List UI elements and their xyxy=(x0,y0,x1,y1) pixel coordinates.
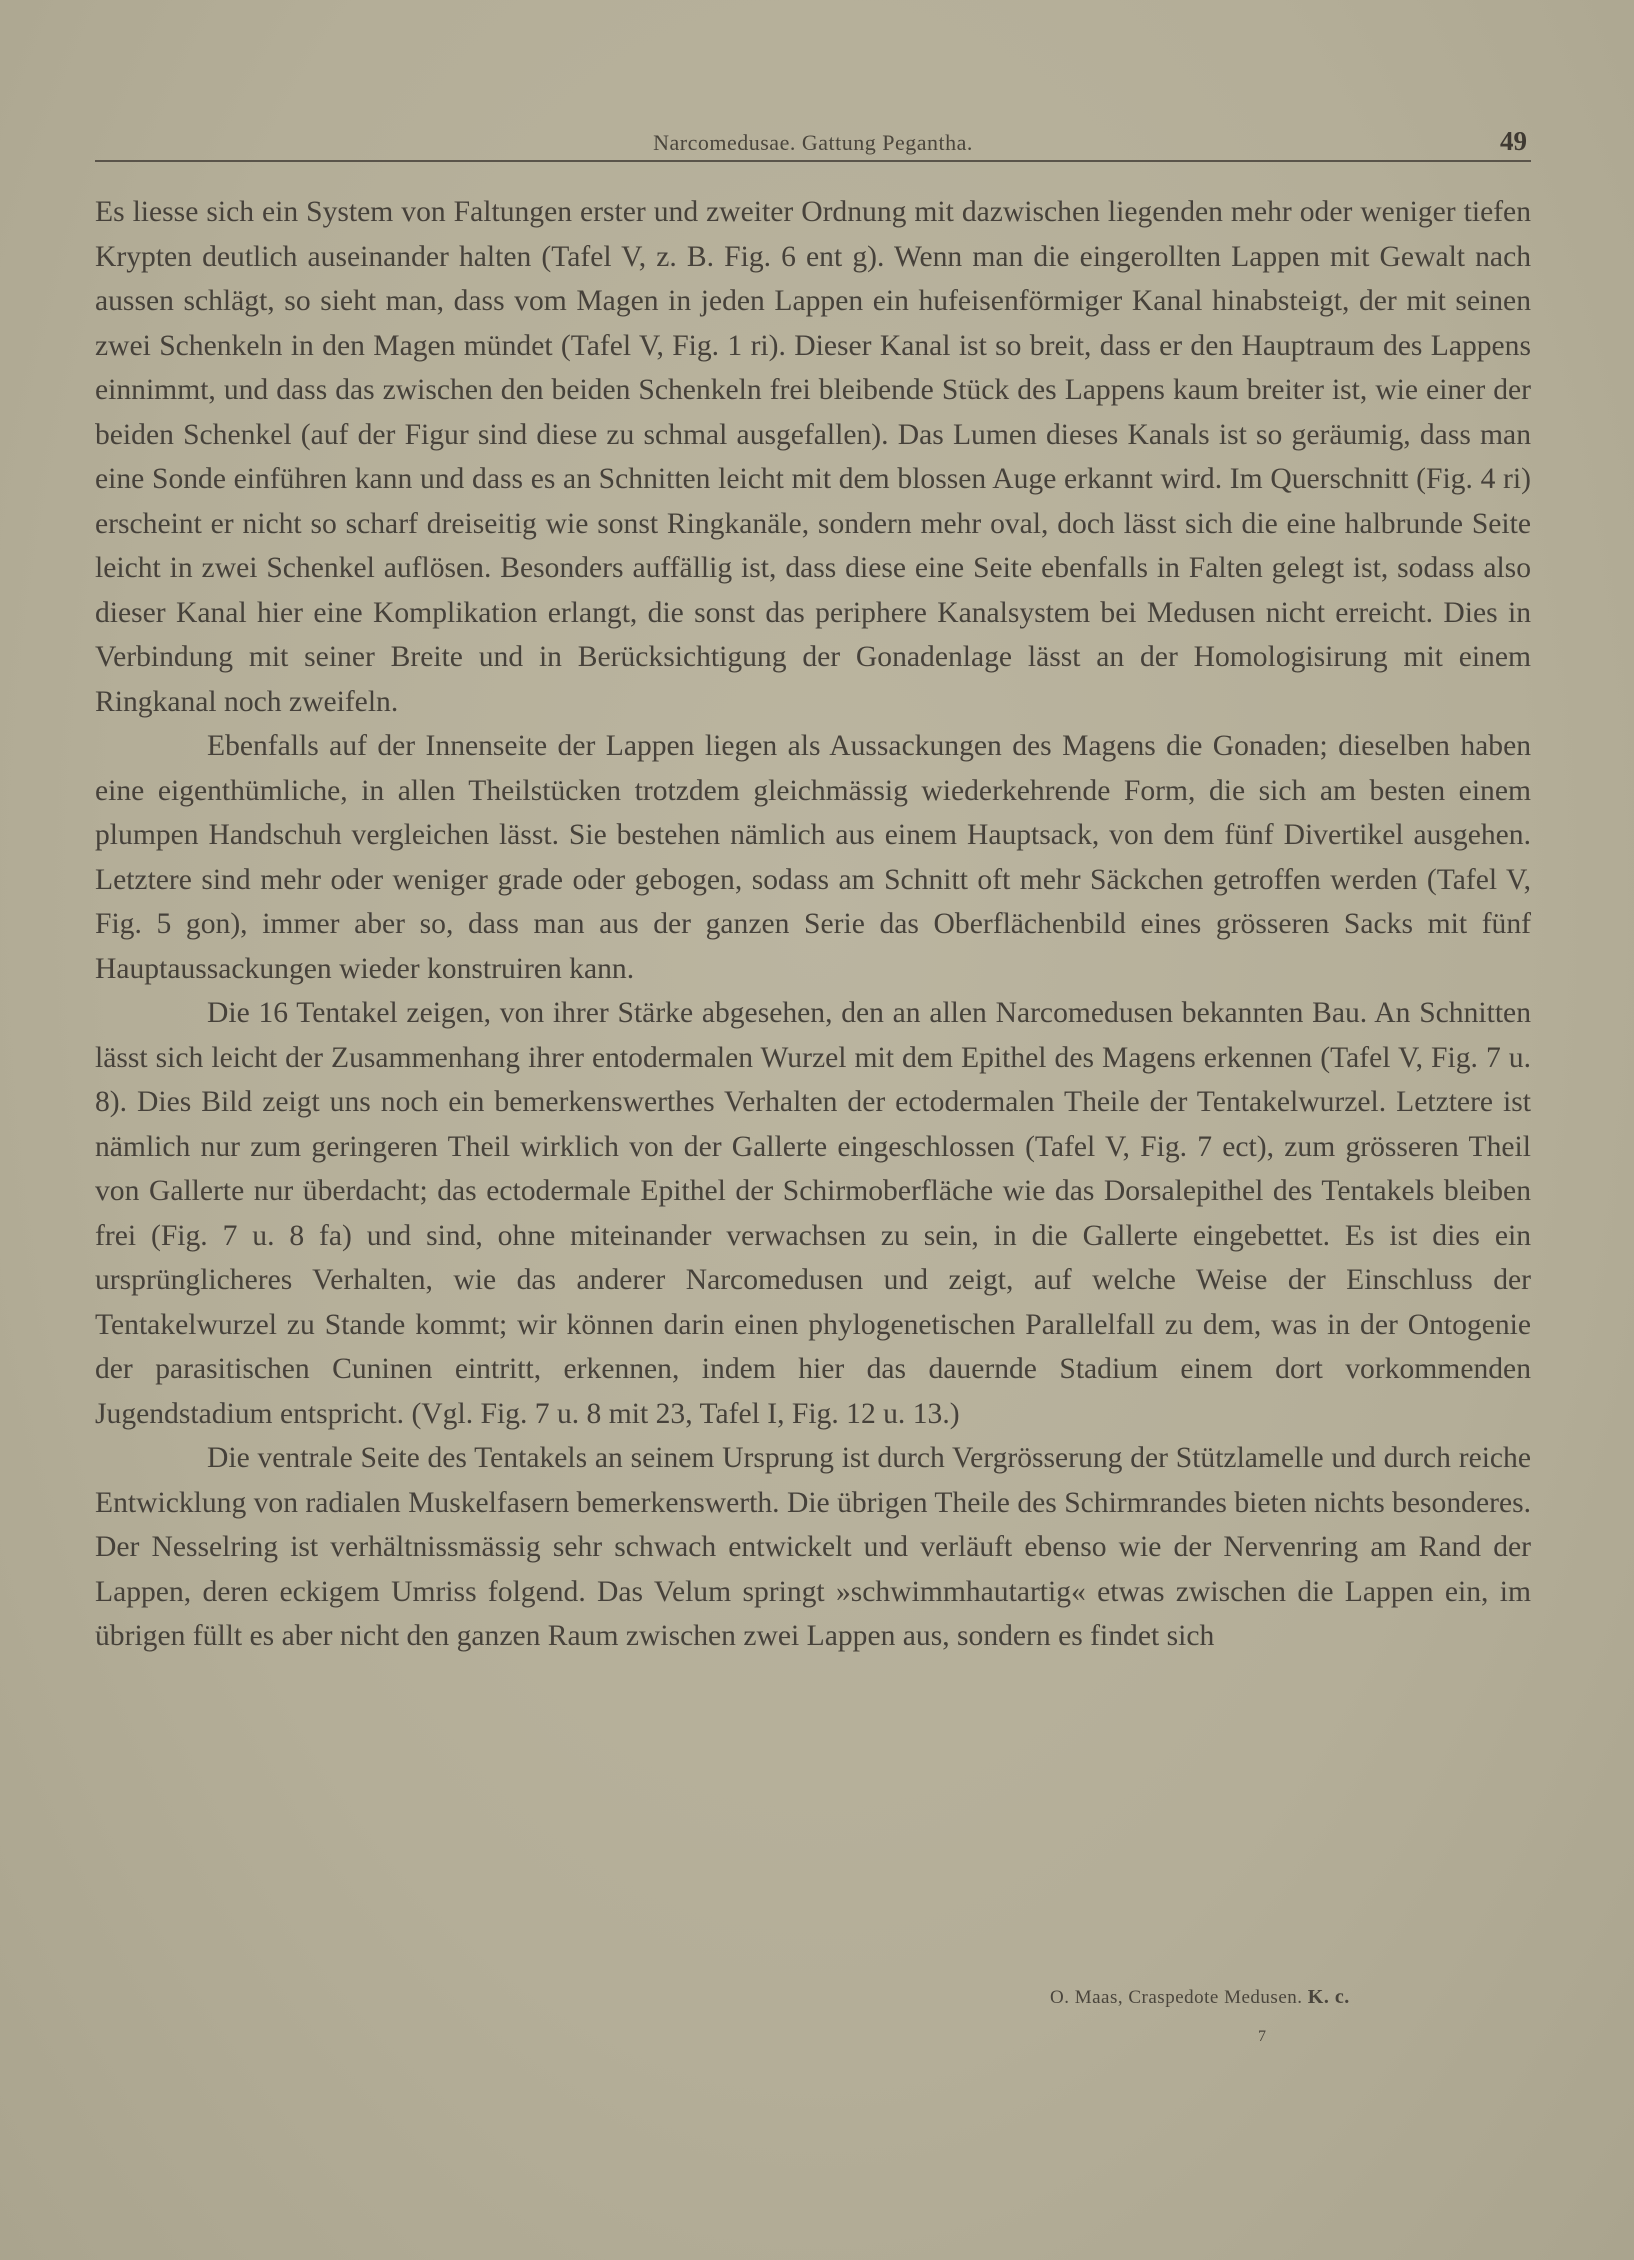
page-header xyxy=(95,126,1531,162)
author-line: O. Maas, Craspedote Medusen. xyxy=(1050,1987,1303,2008)
page-number: 49 xyxy=(1500,126,1527,156)
sheet-number: 7 xyxy=(1258,2028,1266,2045)
running-title: Narcomedusae. Gattung Pegantha. xyxy=(653,130,973,155)
body-text xyxy=(95,190,1531,1659)
header-rule xyxy=(95,160,1531,162)
paragraph-2: Ebenfalls auf der Innenseite der Lappen liegen als Aussackungen des Magens die Gonaden; dieselben haben eine eigenthümliche, in allen Theilstücken trotzdem gleichmässig wiederkehrende Form, die sich am besten einem plumpen Handschuh vergleichen lässt. Sie bestehen nämlich aus einem Hauptsack, von dem fünf Divertikel ausgehen. Letztere sind mehr oder weniger grade oder gebogen, sodass am Schnitt oft mehr Säckchen getroffen werden (Tafel V, Fig. 5 gon), immer aber so, dass man aus der ganzen Serie das Oberflächenbild eines grösseren Sacks mit fünf Hauptaussackungen wieder konstruiren kann. xyxy=(95,730,1531,985)
paragraph-3: Die 16 Tentakel zeigen, von ihrer Stärke abgesehen, den an allen Narcomedusen bekannten Bau. An Schnitten lässt sich leicht der Zusammenhang ihrer entodermalen Wurzel mit dem Epithel des Magens erkennen (Tafel V, Fig. 7 u. 8). Dies Bild zeigt uns noch ein bemerkenswerthes Verhalten der ectodermalen Theile der Tentakelwurzel. Letztere ist nämlich nur zum geringeren Theil wirklich von der Gallerte eingeschlossen (Tafel V, Fig. 7 ect), zum grösseren Theil von Gallerte nur überdacht; das ectodermale Epithel der Schirmoberfläche wie das Dorsalepithel des Tentakels bleiben frei (Fig. 7 u. 8 fa) und sind, ohne miteinander verwachsen zu sein, in die Gallerte eingebettet. Es ist dies ein ursprünglicheres Verhalten, wie das anderer Narcomedusen und zeigt, auf welche Weise der Einschluss der Tentakelwurzel zu Stande kommt; wir können darin einen phylogenetischen Parallelfall zu dem, was in der Ontogenie der parasitischen Cuninen eintritt, erkennen, indem hier das dauernde Stadium einem dort vorkommenden Jugendstadium entspricht. (Vgl. Fig. 7 u. 8 mit 23, Tafel I, Fig. 12 u. 13.) xyxy=(95,997,1531,1430)
paragraph-1: Es liesse sich ein System von Faltungen erster und zweiter Ordnung mit dazwischen liegenden mehr oder weniger tiefen Krypten deutlich auseinander halten (Tafel V, z. B. Fig. 6 ent g). Wenn man die eingerollten Lappen mit Gewalt nach aussen schlägt, so sieht man, dass vom Magen in jeden Lappen ein hufeisenförmiger Kanal hinabsteigt, der mit seinen zwei Schenkeln in den Magen mündet (Tafel V, Fig. 1 ri). Dieser Kanal ist so breit, dass er den Hauptraum des Lappens einnimmt, und dass das zwischen den beiden Schenkeln frei bleibende Stück des Lappens kaum breiter ist, wie einer der beiden Schenkel (auf der Figur sind diese zu schmal ausgefallen). Das Lumen dieses Kanals ist so geräumig, dass man eine Sonde einführen kann und dass es an Schnitten leicht mit dem blossen Auge erkannt wird. Im Querschnitt (Fig. 4 ri) erscheint er nicht so scharf dreiseitig wie sonst Ringkanäle, sondern mehr oval, doch lässt sich die eine halbrunde Seite leicht in zwei Schenkel auflösen. Besonders auffällig ist, dass diese eine Seite ebenfalls in Falten gelegt ist, sodass also dieser Kanal hier eine Komplikation erlangt, die sonst das periphere Kanalsystem bei Medusen nicht erreicht. Dies in Verbindung mit seiner Breite und in Berücksichtigung der Gonadenlage lässt an der Homologisirung mit einem Ringkanal noch zweifeln. xyxy=(95,196,1531,718)
footer-signature xyxy=(1050,1986,1350,2009)
series-mark: K. c. xyxy=(1307,1986,1350,2008)
paragraph-4: Die ventrale Seite des Tentakels an seinem Ursprung ist durch Vergrösserung der Stützlamelle und durch reiche Entwicklung von radialen Muskelfasern bemerkenswerth. Die übrigen Theile des Schirmrandes bieten nichts besonderes. Der Nesselring ist verhältnissmässig sehr schwach entwickelt und verläuft ebenso wie der Nervenring am Rand der Lappen, deren eckigem Umriss folgend. Das Velum springt »schwimmhautartig« etwas zwischen die Lappen ein, im übrigen füllt es aber nicht den ganzen Raum zwischen zwei Lappen aus, sondern es findet sich xyxy=(95,1442,1531,1652)
